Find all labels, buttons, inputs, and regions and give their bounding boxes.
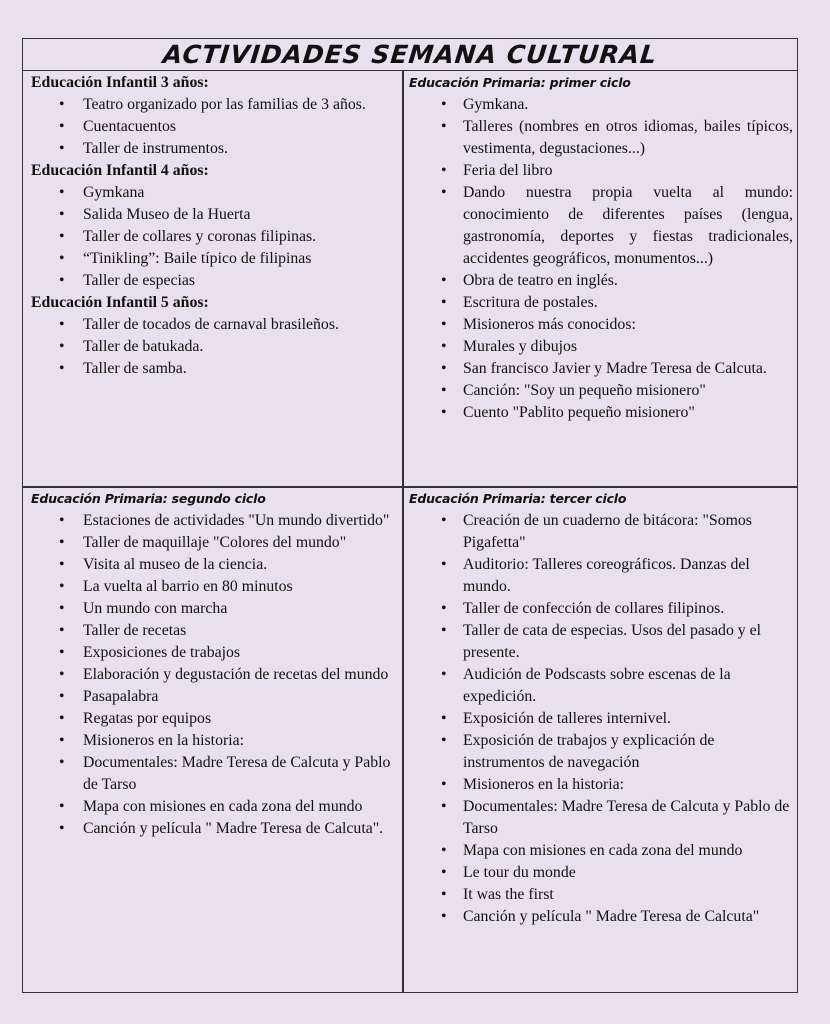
- cell-primer-ciclo: [409, 72, 793, 424]
- tercer-ciclo-list: [409, 510, 793, 928]
- infantil-5-list: [31, 314, 399, 380]
- tercer-ciclo-heading: Educación Primaria: tercer ciclo: [409, 491, 627, 506]
- column-divider: [402, 71, 404, 992]
- list-item: • Gymkana: [31, 182, 399, 204]
- infantil-5-heading: Educación Infantil 5 años:: [31, 294, 209, 311]
- cell-segundo-ciclo: [31, 488, 399, 840]
- list-item: • Un mundo con marcha: [31, 598, 399, 620]
- list-item: • Taller de maquillaje "Colores del mundo": [31, 532, 399, 554]
- list-item: • It was the first: [409, 884, 793, 906]
- infantil-4-heading: Educación Infantil 4 años:: [31, 162, 209, 179]
- list-item: • San francisco Javier y Madre Teresa de Calcuta.: [409, 358, 793, 380]
- list-item: • Misioneros más conocidos:: [409, 314, 793, 336]
- list-item: • Obra de teatro en inglés.: [409, 270, 793, 292]
- list-item: • Misioneros en la historia:: [31, 730, 399, 752]
- infantil-4-list: [31, 182, 399, 292]
- list-item: • Documentales: Madre Teresa de Calcuta y Pablo de Tarso: [409, 796, 793, 840]
- list-item: • Le tour du monde: [409, 862, 793, 884]
- list-item: • Creación de un cuaderno de bitácora: "Somos Pigafetta": [409, 510, 793, 554]
- list-item: • La vuelta al barrio en 80 minutos: [31, 576, 399, 598]
- list-item: • Taller de instrumentos.: [31, 138, 399, 160]
- list-item: • Taller de samba.: [31, 358, 399, 380]
- list-item: • Audición de Podscasts sobre escenas de la expedición.: [409, 664, 793, 708]
- list-item: • Pasapalabra: [31, 686, 399, 708]
- list-item: • Exposiciones de trabajos: [31, 642, 399, 664]
- list-item: • Cuentacuentos: [31, 116, 399, 138]
- list-item: • Taller de confección de collares filipinos.: [409, 598, 793, 620]
- list-item: • Exposición de talleres internivel.: [409, 708, 793, 730]
- list-item: • Talleres (nombres en otros idiomas, bailes típicos, vestimenta, degustaciones...): [409, 116, 793, 160]
- list-item: • Elaboración y degustación de recetas del mundo: [31, 664, 399, 686]
- list-item: • Escritura de postales.: [409, 292, 793, 314]
- list-item: • Mapa con misiones en cada zona del mundo: [31, 796, 399, 818]
- list-item: • Cuento "Pablito pequeño misionero": [409, 402, 793, 424]
- primer-ciclo-list: [409, 94, 793, 424]
- list-item: • Auditorio: Talleres coreográficos. Danzas del mundo.: [409, 554, 793, 598]
- list-item: • Salida Museo de la Huerta: [31, 204, 399, 226]
- list-item: • Canción: "Soy un pequeño misionero": [409, 380, 793, 402]
- list-item: • Taller de batukada.: [31, 336, 399, 358]
- list-item: • Gymkana.: [409, 94, 793, 116]
- segundo-ciclo-list: [31, 510, 399, 840]
- list-item: • Exposición de trabajos y explicación de instrumentos de navegación: [409, 730, 793, 774]
- cell-infantil: [31, 72, 399, 380]
- list-item: • Teatro organizado por las familias de 3 años.: [31, 94, 399, 116]
- primer-ciclo-heading: Educación Primaria: primer ciclo: [409, 75, 631, 90]
- infantil-3-list: [31, 94, 399, 160]
- list-item: • Misioneros en la historia:: [409, 774, 793, 796]
- list-item: • Taller de collares y coronas filipinas.: [31, 226, 399, 248]
- list-item: • Documentales: Madre Teresa de Calcuta y Pablo de Tarso: [31, 752, 399, 796]
- segundo-ciclo-heading: Educación Primaria: segundo ciclo: [31, 491, 266, 506]
- list-item: • Taller de cata de especias. Usos del pasado y el presente.: [409, 620, 793, 664]
- list-item: • Estaciones de actividades "Un mundo divertido": [31, 510, 399, 532]
- infantil-3-heading: Educación Infantil 3 años:: [31, 74, 209, 91]
- list-item: • Murales y dibujos: [409, 336, 793, 358]
- title-row: [23, 39, 797, 71]
- page-title: ACTIVIDADES SEMANA CULTURAL: [161, 40, 659, 69]
- list-item: • Mapa con misiones en cada zona del mundo: [409, 840, 793, 862]
- list-item: • “Tinikling”: Baile típico de filipinas: [31, 248, 399, 270]
- list-item: • Canción y película " Madre Teresa de Calcuta": [409, 906, 793, 928]
- list-item: • Visita al museo de la ciencia.: [31, 554, 399, 576]
- list-item: • Feria del libro: [409, 160, 793, 182]
- list-item: • Dando nuestra propia vuelta al mundo: conocimiento de diferentes países (lengua, gastronomía, deportes y fiestas tradicionales, accidentes geográficos, monumentos...): [409, 182, 793, 270]
- list-item: • Taller de tocados de carnaval brasileños.: [31, 314, 399, 336]
- list-item: • Taller de especias: [31, 270, 399, 292]
- list-item: • Canción y película " Madre Teresa de Calcuta".: [31, 818, 399, 840]
- list-item: • Regatas por equipos: [31, 708, 399, 730]
- cell-tercer-ciclo: [409, 488, 793, 928]
- activities-table: [22, 38, 798, 993]
- list-item: • Taller de recetas: [31, 620, 399, 642]
